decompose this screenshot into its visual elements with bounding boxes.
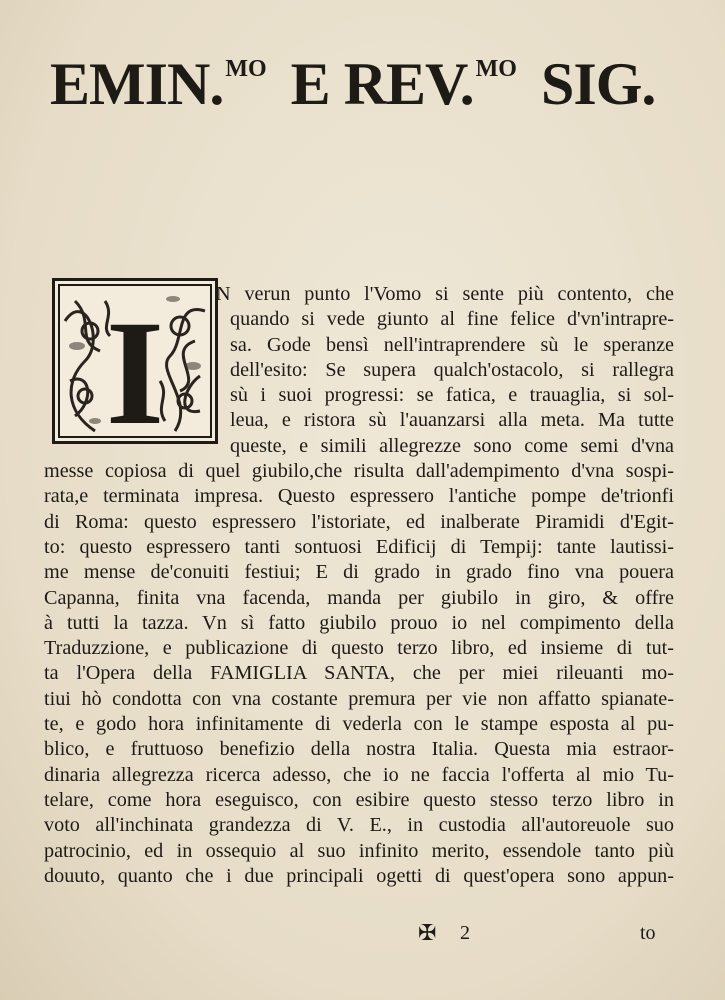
text-line: di Roma: questo espressero l'istoriate, ed inalberate Piramidi d'Egit-	[44, 510, 674, 533]
text-line: Capanna, finita vna facenda, manda per giubilo in giro, & offre	[44, 586, 674, 609]
drop-cap-letter: I	[105, 290, 165, 441]
heading-word-rev: E REV.	[290, 51, 474, 117]
text-line: tiui hò condotta con vna costante premura per vie non affatto spianate-	[44, 687, 674, 710]
heading-word-emin: EMIN.	[50, 51, 224, 117]
signature-cross-icon: ✠	[418, 920, 437, 945]
page-footer	[0, 914, 725, 954]
catchword: to	[640, 922, 656, 944]
text-line: te, e godo hora infinitamente di vederla con le stampe esposta al pu-	[44, 713, 674, 736]
text-line: leua, e ristora sù l'auanzarsi alla meta. Ma tutte	[230, 409, 674, 432]
text-line: messe copiosa di quel giubilo,che risulta dall'adempimento d'vna sospi-	[44, 460, 674, 483]
text-line: ta l'Opera della FAMIGLIA SANTA, che per miei rileuanti mo-	[44, 662, 674, 685]
page-heading	[50, 34, 690, 117]
text-line: douuto, quanto che i due principali ogetti di quest'opera sono appun-	[44, 864, 674, 887]
text-line: voto all'inchinata grandezza di V. E., in custodia all'autoreuole suo	[44, 814, 674, 837]
heading-sup-2: MO	[475, 56, 517, 82]
text-line: telare, come hora eseguisco, con esibire questo stesso terzo libro in	[44, 788, 674, 811]
text-line: Traduzzione, e publicazione di questo terzo libro, ed insieme di tut-	[44, 637, 674, 660]
heading-sup-1: MO	[225, 56, 267, 82]
text-line: sù i suoi progressi: se fatica, e trauaglia, si sol-	[230, 384, 674, 407]
text-line: me mense de'conuiti festiui; E di grado in grado fino vna pouera	[44, 561, 674, 584]
text-line: dinaria allegrezza ricerca adesso, che io ne faccia l'offerta al mio Tu-	[44, 763, 674, 786]
heading-word-sig: SIG.	[540, 51, 656, 117]
text-line: patrocinio, ed in ossequio al suo infinito merito, essendole tanto più	[44, 839, 674, 862]
text-line: à tutti la tazza. Vn sì fatto giubilo prouo io nel compimento della	[44, 611, 674, 634]
text-line: dell'esito: Se supera qualch'ostacolo, si rallegra	[230, 358, 674, 381]
body-text	[44, 282, 674, 889]
text-line: blico, e fruttuoso benefizio della nostra Italia. Questa mia estraor-	[44, 738, 674, 761]
text-line: N verun punto l'Vomo si sente più contento, che	[216, 283, 674, 305]
signature-number: 2	[460, 922, 470, 944]
text-line: queste, e simili allegrezze sono come semi d'vna	[230, 434, 674, 457]
text-line: quando si vede giunto al fine felice d'vn'intrapre-	[230, 308, 674, 331]
text-line: sa. Gode bensì nell'intraprendere sù le speranze	[230, 333, 674, 356]
text-line: rata,e terminata impresa. Questo espressero l'antiche pompe de'trionfi	[44, 485, 674, 508]
text-line: to: questo espressero tanti sontuosi Edificij di Tempij: tante lautissi-	[44, 535, 674, 558]
